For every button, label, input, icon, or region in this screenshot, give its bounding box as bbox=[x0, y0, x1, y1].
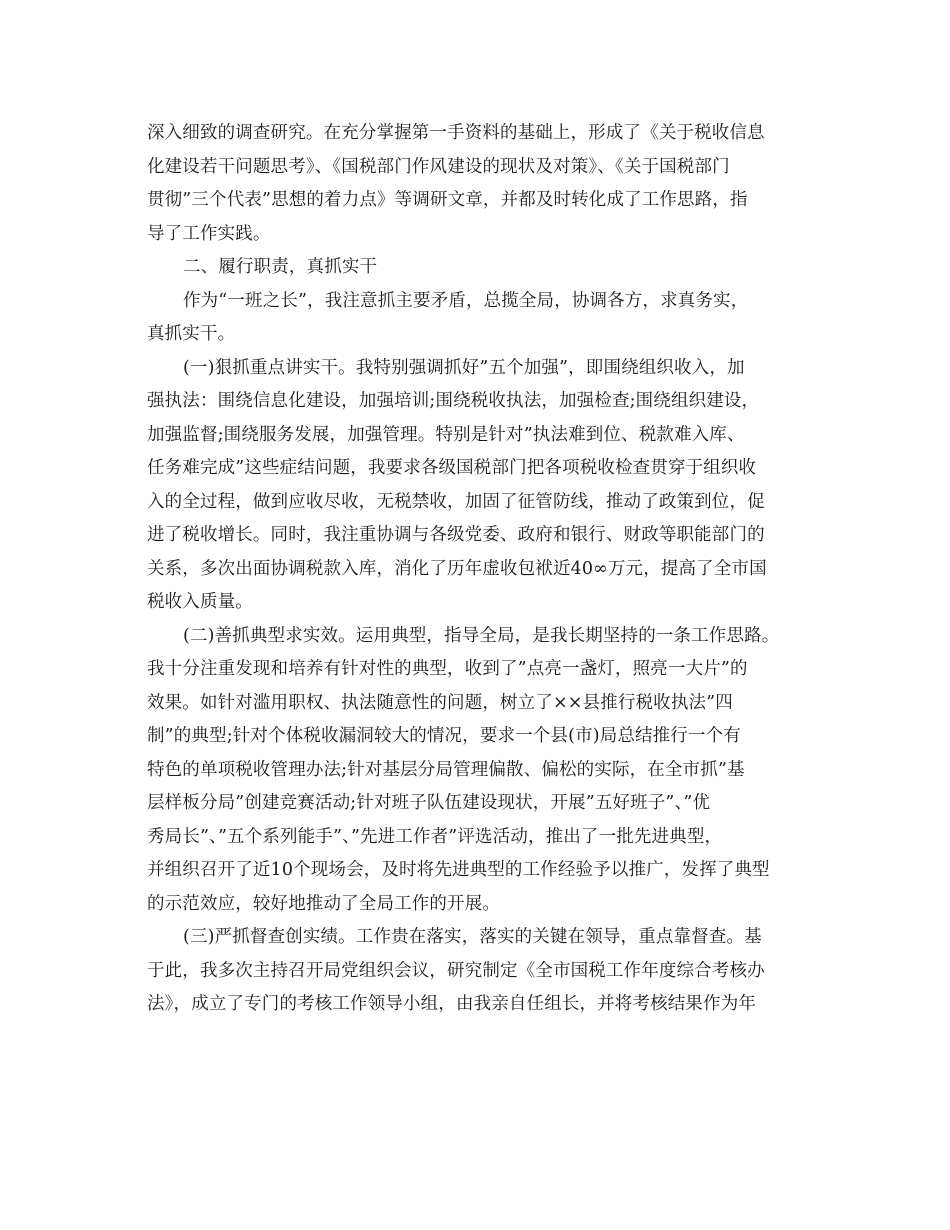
text-line: 税收入质量。 bbox=[147, 592, 253, 612]
text-line: 我十分注重发现和培养有针对性的典型，收到了”点亮一盏灯，照亮一大片”的 bbox=[147, 659, 748, 679]
text-line: 导了工作实践。 bbox=[147, 223, 271, 244]
text-line: 特色的单项税收管理办法;针对基层分局管理偏散、偏松的实际，在全市抓”基 bbox=[147, 759, 745, 780]
text-line: 层样板分局”创建竞赛活动;针对班子队伍建设现状，开展”五好班子”、”优 bbox=[147, 793, 711, 813]
text-line: 加强监督;围绕服务发展，加强管理。特别是针对”执法难到位、税款难入库、 bbox=[147, 424, 745, 445]
text-line: 效果。如针对滥用职权、执法随意性的问题，树立了××县推行税收执法”四 bbox=[147, 692, 733, 713]
document-body bbox=[147, 117, 812, 1022]
text-line: (一)狠抓重点讲实干。我特别强调抓好”五个加强”，即围绕组织收入，加 bbox=[183, 357, 745, 378]
text-line: 贯彻”三个代表”思想的着力点》等调研文章，并都及时转化成了工作思路，指 bbox=[147, 190, 748, 210]
text-line: 的示范效应，较好地推动了全局工作的开展。 bbox=[147, 893, 500, 914]
text-line: 二、履行职责，真抓实干 bbox=[183, 257, 378, 277]
text-line: 任务难完成”这些症结问题，我要求各级国税部门把各项税收检查贯穿于组织收 bbox=[147, 458, 757, 478]
text-line: 强执法：围绕信息化建设，加强培训;围绕税收执法，加强检查;围绕组织建设， bbox=[147, 391, 760, 411]
text-line: 真抓实干。 bbox=[147, 324, 236, 344]
text-line: 并组织召开了近10个现场会，及时将先进典型的工作经验予以推广，发挥了典型 bbox=[147, 860, 770, 880]
text-line: 法》，成立了专门的考核工作领导小组，由我亲自任组长，并将考核结果作为年 bbox=[147, 994, 756, 1014]
text-line: 于此，我多次主持召开局党组织会议，研究制定《全市国税工作年度综合考核办 bbox=[147, 960, 765, 981]
text-line: 制”的典型;针对个体税收漏洞较大的情况，要求一个县(市)局总结推行一个有 bbox=[147, 726, 741, 746]
text-line: 深入细致的调查研究。在充分掌握第一手资料的基础上，形成了《关于税收信息 bbox=[147, 123, 765, 143]
text-line: 作为“一班之长”，我注意抓主要矛盾，总揽全局，协调各方，求真务实， bbox=[183, 290, 749, 311]
text-line: 进了税收增长。同时，我注重协调与各级党委、政府和银行、财政等职能部门的 bbox=[147, 525, 765, 545]
text-line: 入的全过程，做到应收尽收，无税禁收，加固了征管防线，推动了政策到位，促 bbox=[147, 491, 765, 512]
text-line: 化建设若干问题思考》、《国税部门作风建设的现状及对策》、《关于国税部门 bbox=[147, 156, 730, 177]
text-line: 秀局长”、”五个系列能手”、”先进工作者”评选活动，推出了一批先进典型， bbox=[147, 826, 723, 847]
text-line: 关系，多次出面协调税款入库，消化了历年虚收包袱近40∞万元，提高了全市国 bbox=[147, 558, 767, 579]
text-line: (三)严抓督查创实绩。工作贵在落实，落实的关键在领导，重点靠督查。基 bbox=[183, 927, 762, 947]
text-line: (二)善抓典型求实效。运用典型，指导全局，是我长期坚持的一条工作思路。 bbox=[183, 625, 780, 646]
